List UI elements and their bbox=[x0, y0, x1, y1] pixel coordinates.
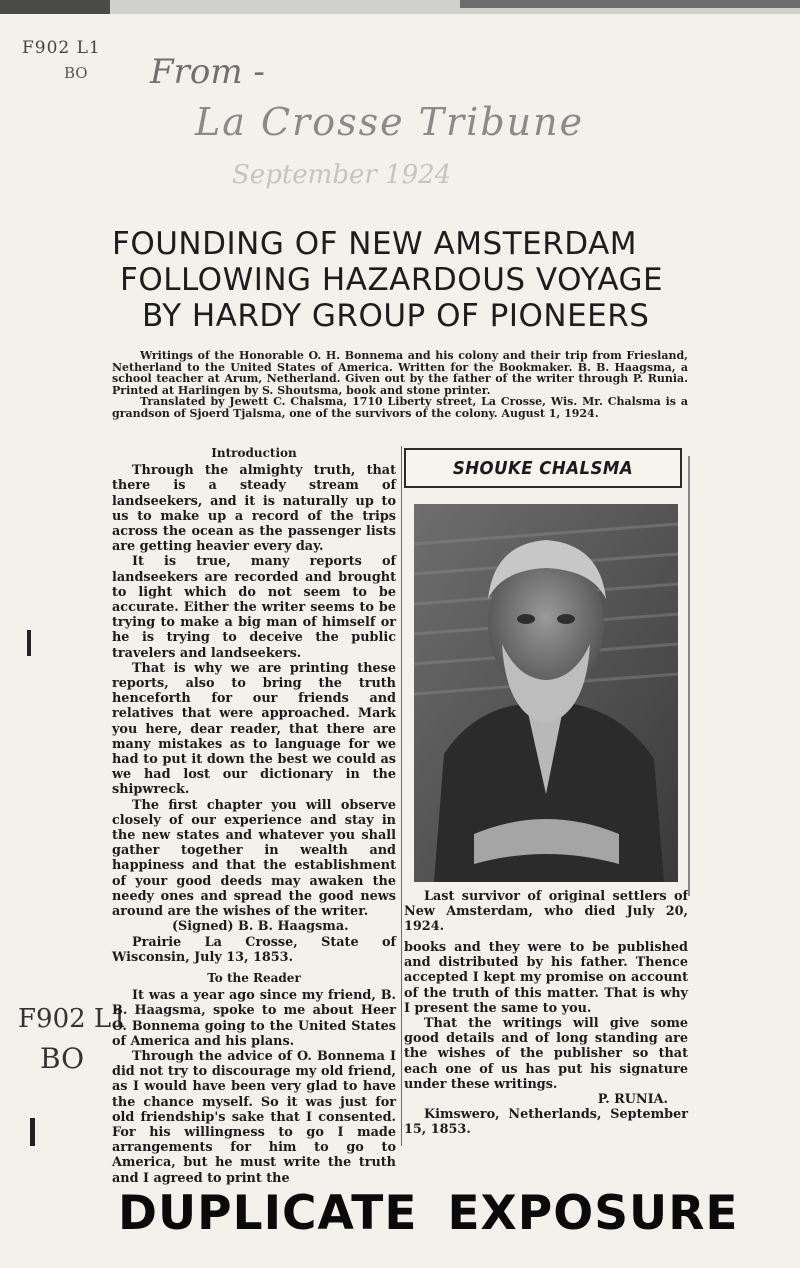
headline-line-1: FOUNDING OF NEW AMSTERDAM bbox=[112, 226, 638, 262]
body-paragraph: books and they were to be published and distributed by his father. Thence accepted I kept my promise on account of the truth of this matter. That is why I present the same to you. bbox=[404, 940, 688, 1016]
handwritten-catalog-code: F902 L1 bbox=[22, 38, 101, 58]
headline-line-2: FOLLOWING HAZARDOUS VOYAGE bbox=[120, 262, 664, 298]
intro-paragraph: Translated by Jewett C. Chalsma, 1710 Liberty street, La Crosse, Wis. Mr. Chalsma is a grandson of Sjoerd Tjalsma, one of the survivors of the colony. August 1, 1924. bbox=[112, 395, 688, 420]
handwritten-bo-margin: BO bbox=[40, 1042, 85, 1075]
duplicate-exposure-stamp bbox=[118, 1186, 739, 1241]
handwritten-date: September 1924 bbox=[232, 160, 452, 190]
portrait-photo bbox=[414, 504, 678, 882]
body-paragraph: Through the advice of O. Bonnema I did not try to discourage my old friend, as I would have been very glad to have the chance myself. So it was just for old friendship's sake that I consented. For his willingness to go I made arrangements for him to go to America, but he must write the truth and I agreed to print the bbox=[112, 1048, 396, 1186]
section-heading-introduction: Introduction bbox=[211, 446, 297, 460]
margin-tick-mark bbox=[30, 1118, 35, 1146]
section-heading-to-the-reader: To the Reader bbox=[207, 970, 301, 985]
intro-paragraphs bbox=[112, 350, 688, 419]
body-paragraph: It was a year ago since my friend, B. B. Haagsma, spoke to me about Heer O. Bonnema going to the United States of America and his plans. bbox=[112, 988, 396, 1049]
headline-line-3: BY HARDY GROUP OF PIONEERS bbox=[142, 298, 650, 334]
scan-dark-corner bbox=[0, 0, 110, 14]
intro-paragraph: Writings of the Honorable O. H. Bonnema and his colony and their trip from Friesland, Netherland to the United States of America. Written for the Bookmaker. B. B. Haagsma, a school teacher at Arum, Netherland. Given out by the father of the writer through P. Runia. Printed at Harlingen by S. Shoutsma, book and stone printer. bbox=[112, 349, 688, 397]
column-rule bbox=[401, 446, 402, 1146]
scan-dark-strip bbox=[460, 0, 800, 8]
body-paragraph: The first chapter you will observe closely of our experience and stay in the new states and whatever you shall gather together in wealth and happiness and that the establishment of your good deeds may awaken the needy ones and spread the good news around are the wishes of the writer. bbox=[112, 797, 396, 920]
body-paragraph: That the writings will give some good details and of long standing are the wishes of the publisher so that each one of us has put his signature under these writings. bbox=[404, 1016, 688, 1092]
body-paragraph: Through the almighty truth, that there is a steady stream of landseekers, and it is naturally up to us to make up a record of the trips across the ocean as the passenger lists are getting heavier every day. bbox=[112, 463, 396, 555]
portrait-figure bbox=[404, 448, 684, 890]
stamp-word-duplicate: DUPLICATE bbox=[118, 1186, 418, 1241]
body-paragraph: That is why we are printing these reports, also to bring the truth henceforth for our friends and relatives that were approached. Mark you here, dear reader, that there are many mistakes as to language for we had to put it down the best we could as we had lost our dictionary in the shipwreck. bbox=[112, 660, 396, 798]
stamp-word-exposure: EXPOSURE bbox=[447, 1186, 739, 1241]
handwritten-catalog-code-margin: F902 L1 bbox=[18, 1004, 128, 1034]
photo-frame-edge bbox=[688, 456, 690, 896]
handwritten-bo: BO bbox=[64, 64, 88, 82]
portrait-name-banner bbox=[404, 448, 682, 488]
caption-text: Last survivor of original settlers of New Amsterdam, who died July 20, 1924. bbox=[404, 889, 688, 935]
portrait-name: SHOUKE CHALSMA bbox=[452, 457, 634, 479]
dateline-prairie-la-crosse: Prairie La Crosse, State of Wisconsin, July 13, 1853. bbox=[112, 934, 396, 965]
signature-haagsma: (Signed) B. B. Haagsma. bbox=[172, 919, 349, 935]
left-column bbox=[112, 446, 396, 1186]
signature-runia: P. RUNIA. bbox=[597, 1092, 668, 1108]
handwritten-paper-name: La Crosse Tribune bbox=[195, 100, 585, 144]
margin-tick-mark bbox=[27, 630, 31, 656]
portrait-caption bbox=[404, 889, 688, 935]
body-paragraph: It is true, many reports of landseekers are recorded and brought to light which do not seem to be accurate. Either the writer seems to be trying to make a big man of himself or he is trying to deceive the public travelers and landseekers. bbox=[112, 554, 396, 661]
right-column bbox=[404, 940, 688, 1138]
dateline-kimswero: Kimswero, Netherlands, September 15, 1853. bbox=[404, 1107, 688, 1138]
handwritten-from: From - bbox=[150, 52, 265, 92]
